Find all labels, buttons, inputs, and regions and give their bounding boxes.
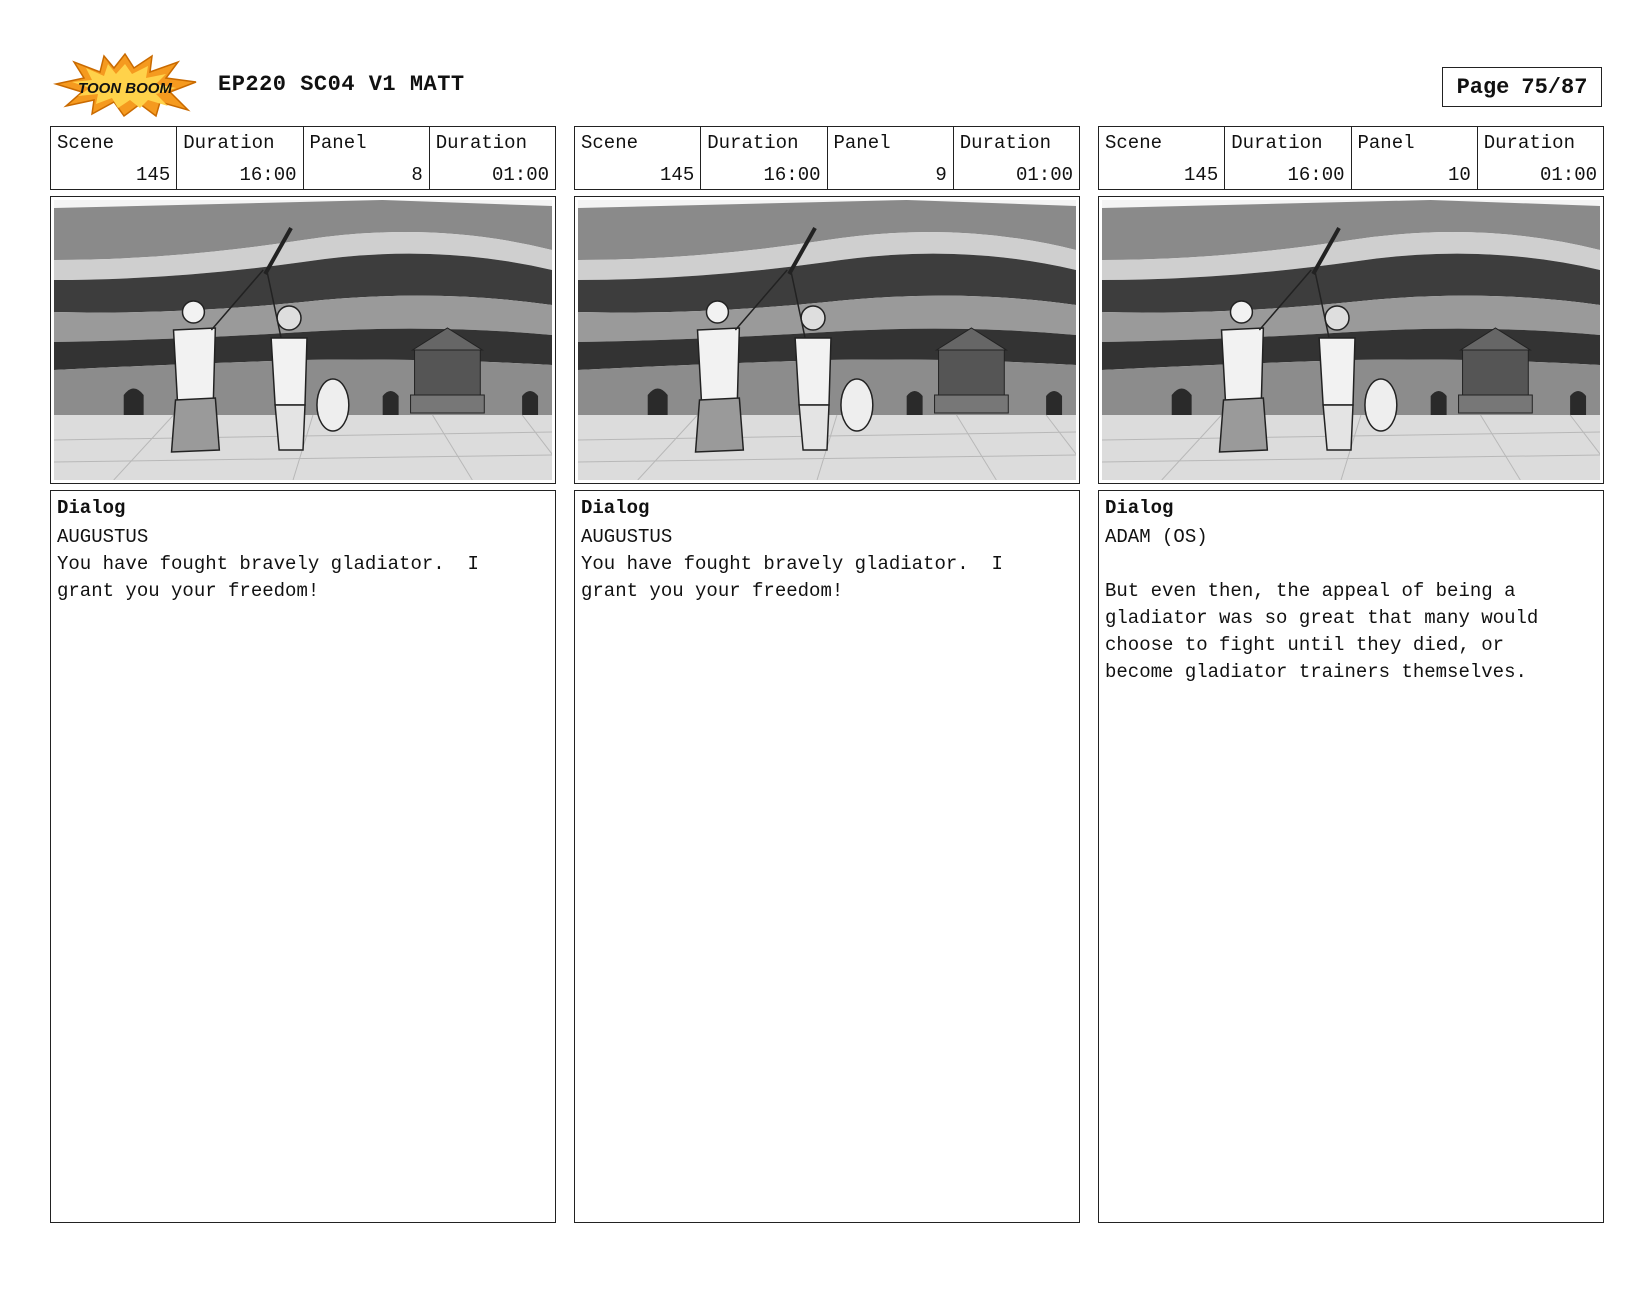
panel-number: 9	[935, 164, 947, 186]
scene-duration-cell	[700, 127, 826, 189]
storyboard-panel-2	[574, 126, 1080, 1223]
duration-label: Duration	[1231, 132, 1323, 154]
panel-image	[50, 196, 556, 484]
storyboard-panel-3	[1098, 126, 1604, 1223]
duration-label: Duration	[959, 132, 1051, 154]
dialog-speaker: ADAM (OS)	[1105, 526, 1208, 548]
duration-label: Duration	[183, 132, 275, 154]
scene-duration: 16:00	[239, 164, 297, 186]
dialog-text: But even then, the appeal of being a gladiator was so great that many would choose to fight until they died, or become gladiator trainers themselves.	[1105, 580, 1539, 683]
panel-cell	[827, 127, 953, 189]
logo-text: TOON BOOM	[78, 80, 172, 97]
panel-cell	[1351, 127, 1477, 189]
dialog-text: You have fought bravely gladiator. I grant you your freedom!	[581, 553, 1003, 602]
scene-number: 145	[1184, 164, 1219, 186]
scene-number: 145	[660, 164, 695, 186]
panel-label: Panel	[309, 132, 367, 154]
document-title: EP220 SC04 V1 MATT	[218, 72, 465, 97]
page-number: 75/87	[1521, 74, 1588, 100]
panel-info-bar	[1098, 126, 1604, 190]
storyboard-panel-1	[50, 126, 556, 1223]
dialog-heading: Dialog	[57, 497, 126, 519]
dialog-speaker: AUGUSTUS	[581, 526, 673, 548]
colosseum-sketch	[578, 200, 1076, 480]
scene-cell	[575, 127, 700, 189]
panel-cell	[303, 127, 429, 189]
dialog-heading: Dialog	[581, 497, 650, 519]
panel-info-bar	[50, 126, 556, 190]
panel-number: 8	[411, 164, 423, 186]
panel-number: 10	[1447, 164, 1471, 186]
panel-image	[1098, 196, 1604, 484]
panel-duration: 01:00	[491, 164, 549, 186]
scene-cell	[1099, 127, 1224, 189]
panel-duration-cell	[1477, 127, 1603, 189]
scene-duration-cell	[1224, 127, 1350, 189]
dialog-heading: Dialog	[1105, 497, 1174, 519]
dialog-box	[50, 490, 556, 1223]
panel-duration: 01:00	[1015, 164, 1073, 186]
panel-duration-cell	[953, 127, 1079, 189]
duration-label: Duration	[435, 132, 527, 154]
duration-label: Duration	[1483, 132, 1575, 154]
dialog-text: You have fought bravely gladiator. I grant you your freedom!	[57, 553, 479, 602]
panel-label: Panel	[1357, 132, 1415, 154]
scene-label: Scene	[57, 132, 115, 154]
scene-duration: 16:00	[1287, 164, 1345, 186]
panel-duration-cell	[429, 127, 555, 189]
panel-duration: 01:00	[1539, 164, 1597, 186]
scene-label: Scene	[1105, 132, 1163, 154]
scene-label: Scene	[581, 132, 639, 154]
scene-cell	[51, 127, 176, 189]
scene-duration-cell	[176, 127, 302, 189]
colosseum-sketch	[1102, 200, 1600, 480]
dialog-box	[1098, 490, 1604, 1223]
toon-boom-logo	[52, 52, 198, 118]
panel-image	[574, 196, 1080, 484]
panel-label: Panel	[833, 132, 891, 154]
dialog-box	[574, 490, 1080, 1223]
dialog-speaker: AUGUSTUS	[57, 526, 149, 548]
page-indicator	[1442, 67, 1602, 107]
duration-label: Duration	[707, 132, 799, 154]
panel-info-bar	[574, 126, 1080, 190]
scene-duration: 16:00	[763, 164, 821, 186]
page-label: Page	[1456, 74, 1510, 100]
colosseum-sketch	[54, 200, 552, 480]
scene-number: 145	[136, 164, 171, 186]
